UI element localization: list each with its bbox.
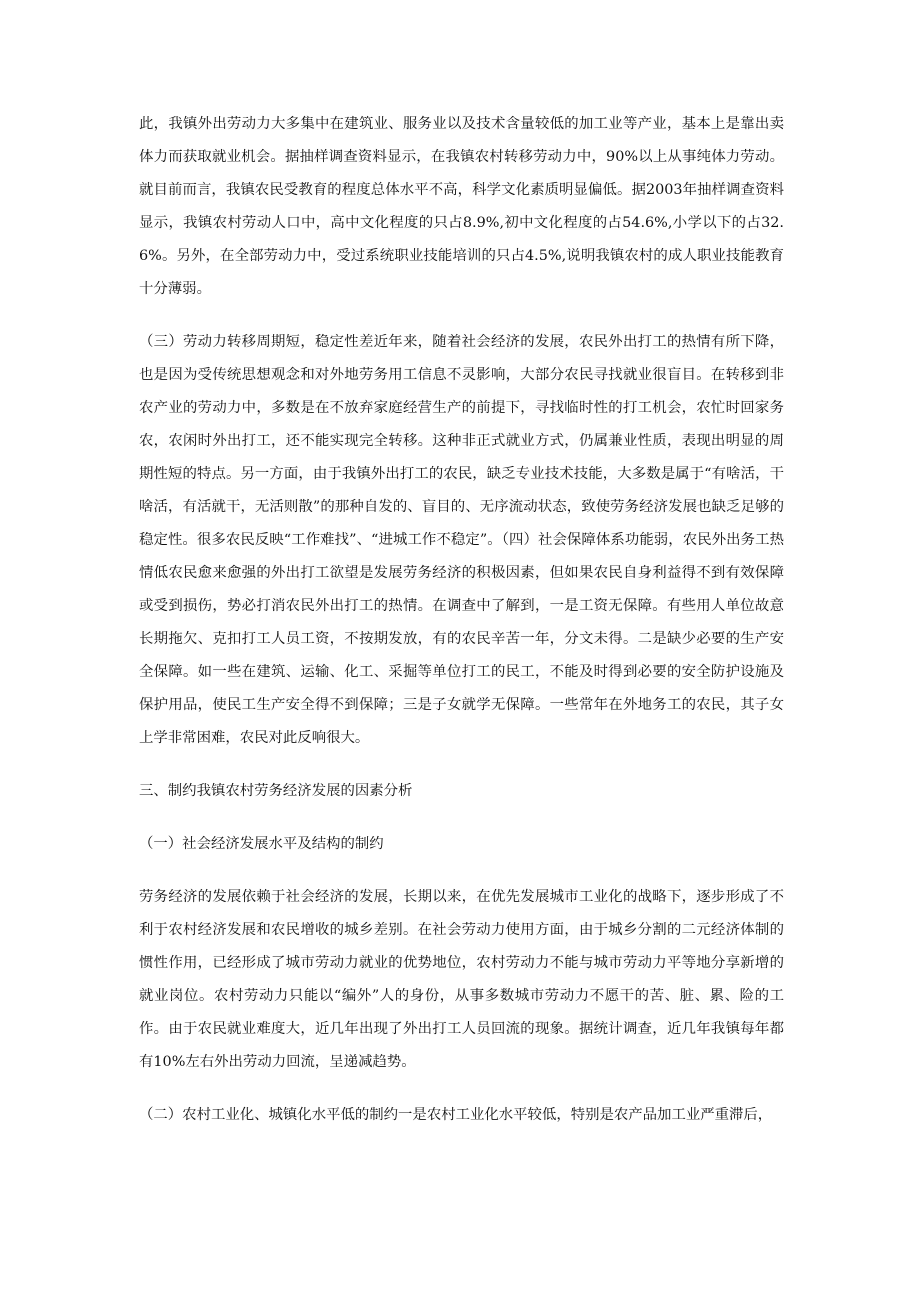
document-body bbox=[139, 108, 784, 1132]
paragraph-industrialization-constraint: （二）农村工业化、城镇化水平低的制约一是农村工业化水平较低，特别是农产品加工业严重滞后， bbox=[139, 1107, 773, 1123]
paragraph-section-3-short-transfer: （三）劳动力转移周期短，稳定性差近年来，随着社会经济的发展，农民外出打工的热情有所下降，也是因为受传统思想观念和对外地劳务用工信息不灵影响，大部分农民寻找就业很盲目。在转移到非农产业的劳动力中，多数是在不放弃家庭经营生产的前提下，寻找临时性的打工机会，农忙时回家务农，农闲时外出打工，还不能实现完全转移。这种非正式就业方式，仍属兼业性质，表现出明显的周期性短的特点。另一方面，由于我镇外出打工的农民，缺乏专业技术技能，大多数是属于“有啥活，干啥活，有活就干，无活则散”的那种自发的、盲目的、无序流动状态，致使劳务经济发展也缺乏足够的稳定性。很多农民反映“工作难找”、“进城工作不稳定”。（四）社会保障体系功能弱，农民外出务工热情低农民愈来愈强的外出打工欲望是发展劳务经济的积极因素，但如果农民自身利益得不到有效保障或受到损伤，势必打消农民外出打工的热情。在调查中了解到，一是工资无保障。有些用人单位故意长期拖欠、克扣打工人员工资，不按期发放，有的农民辛苦一年，分文未得。二是缺少必要的生产安全保障。如一些在建筑、运输、化工、采掘等单位打工的民工，不能及时得到必要的安全防护设施及保护用品，使民工生产安全得不到保障；三是子女就学无保障。一些常年在外地务工的农民，其子女上学非常困难，农民对此反响很大。 bbox=[139, 334, 784, 746]
subheading-socioeconomic-constraint: （一）社会经济发展水平及结构的制约 bbox=[139, 836, 384, 852]
paragraph-education-level: 此，我镇外出劳动力大多集中在建筑业、服务业以及技术含量较低的加工业等产业，基本上是靠出卖体力而获取就业机会。据抽样调查资料显示，在我镇农村转移劳动力中，90%以上从事纯体力劳动。就目前而言，我镇农民受教育的程度总体水平不高，科学文化素质明显偏低。据2003年抽样调查资料显示，我镇农村劳动人口中，高中文化程度的只占8.9%,初中文化程度的占54.6%,小学以下的占32.6%。另外，在全部劳动力中，受过系统职业技能培训的只占4.5%,说明我镇农村的成人职业技能教育十分薄弱。 bbox=[139, 116, 784, 297]
paragraph-urban-rural-gap: 劳务经济的发展依赖于社会经济的发展，长期以来，在优先发展城市工业化的战略下，逐步形成了不利于农村经济发展和农民增收的城乡差别。在社会劳动力使用方面，由于城乡分割的二元经济体制的惯性作用，已经形成了城市劳动力就业的优势地位，农村劳动力不能与城市劳动力平等地分享新增的就业岗位。农村劳动力只能以“编外”人的身份，从事多数城市劳动力不愿干的苦、脏、累、险的工作。由于农民就业难度大，近几年出现了外出打工人员回流的现象。据统计调查，近几年我镇每年都有10%左右外出劳动力回流，呈递减趋势。 bbox=[139, 889, 784, 1070]
heading-section-three: 三、制约我镇农村劳务经济发展的因素分析 bbox=[139, 783, 413, 799]
